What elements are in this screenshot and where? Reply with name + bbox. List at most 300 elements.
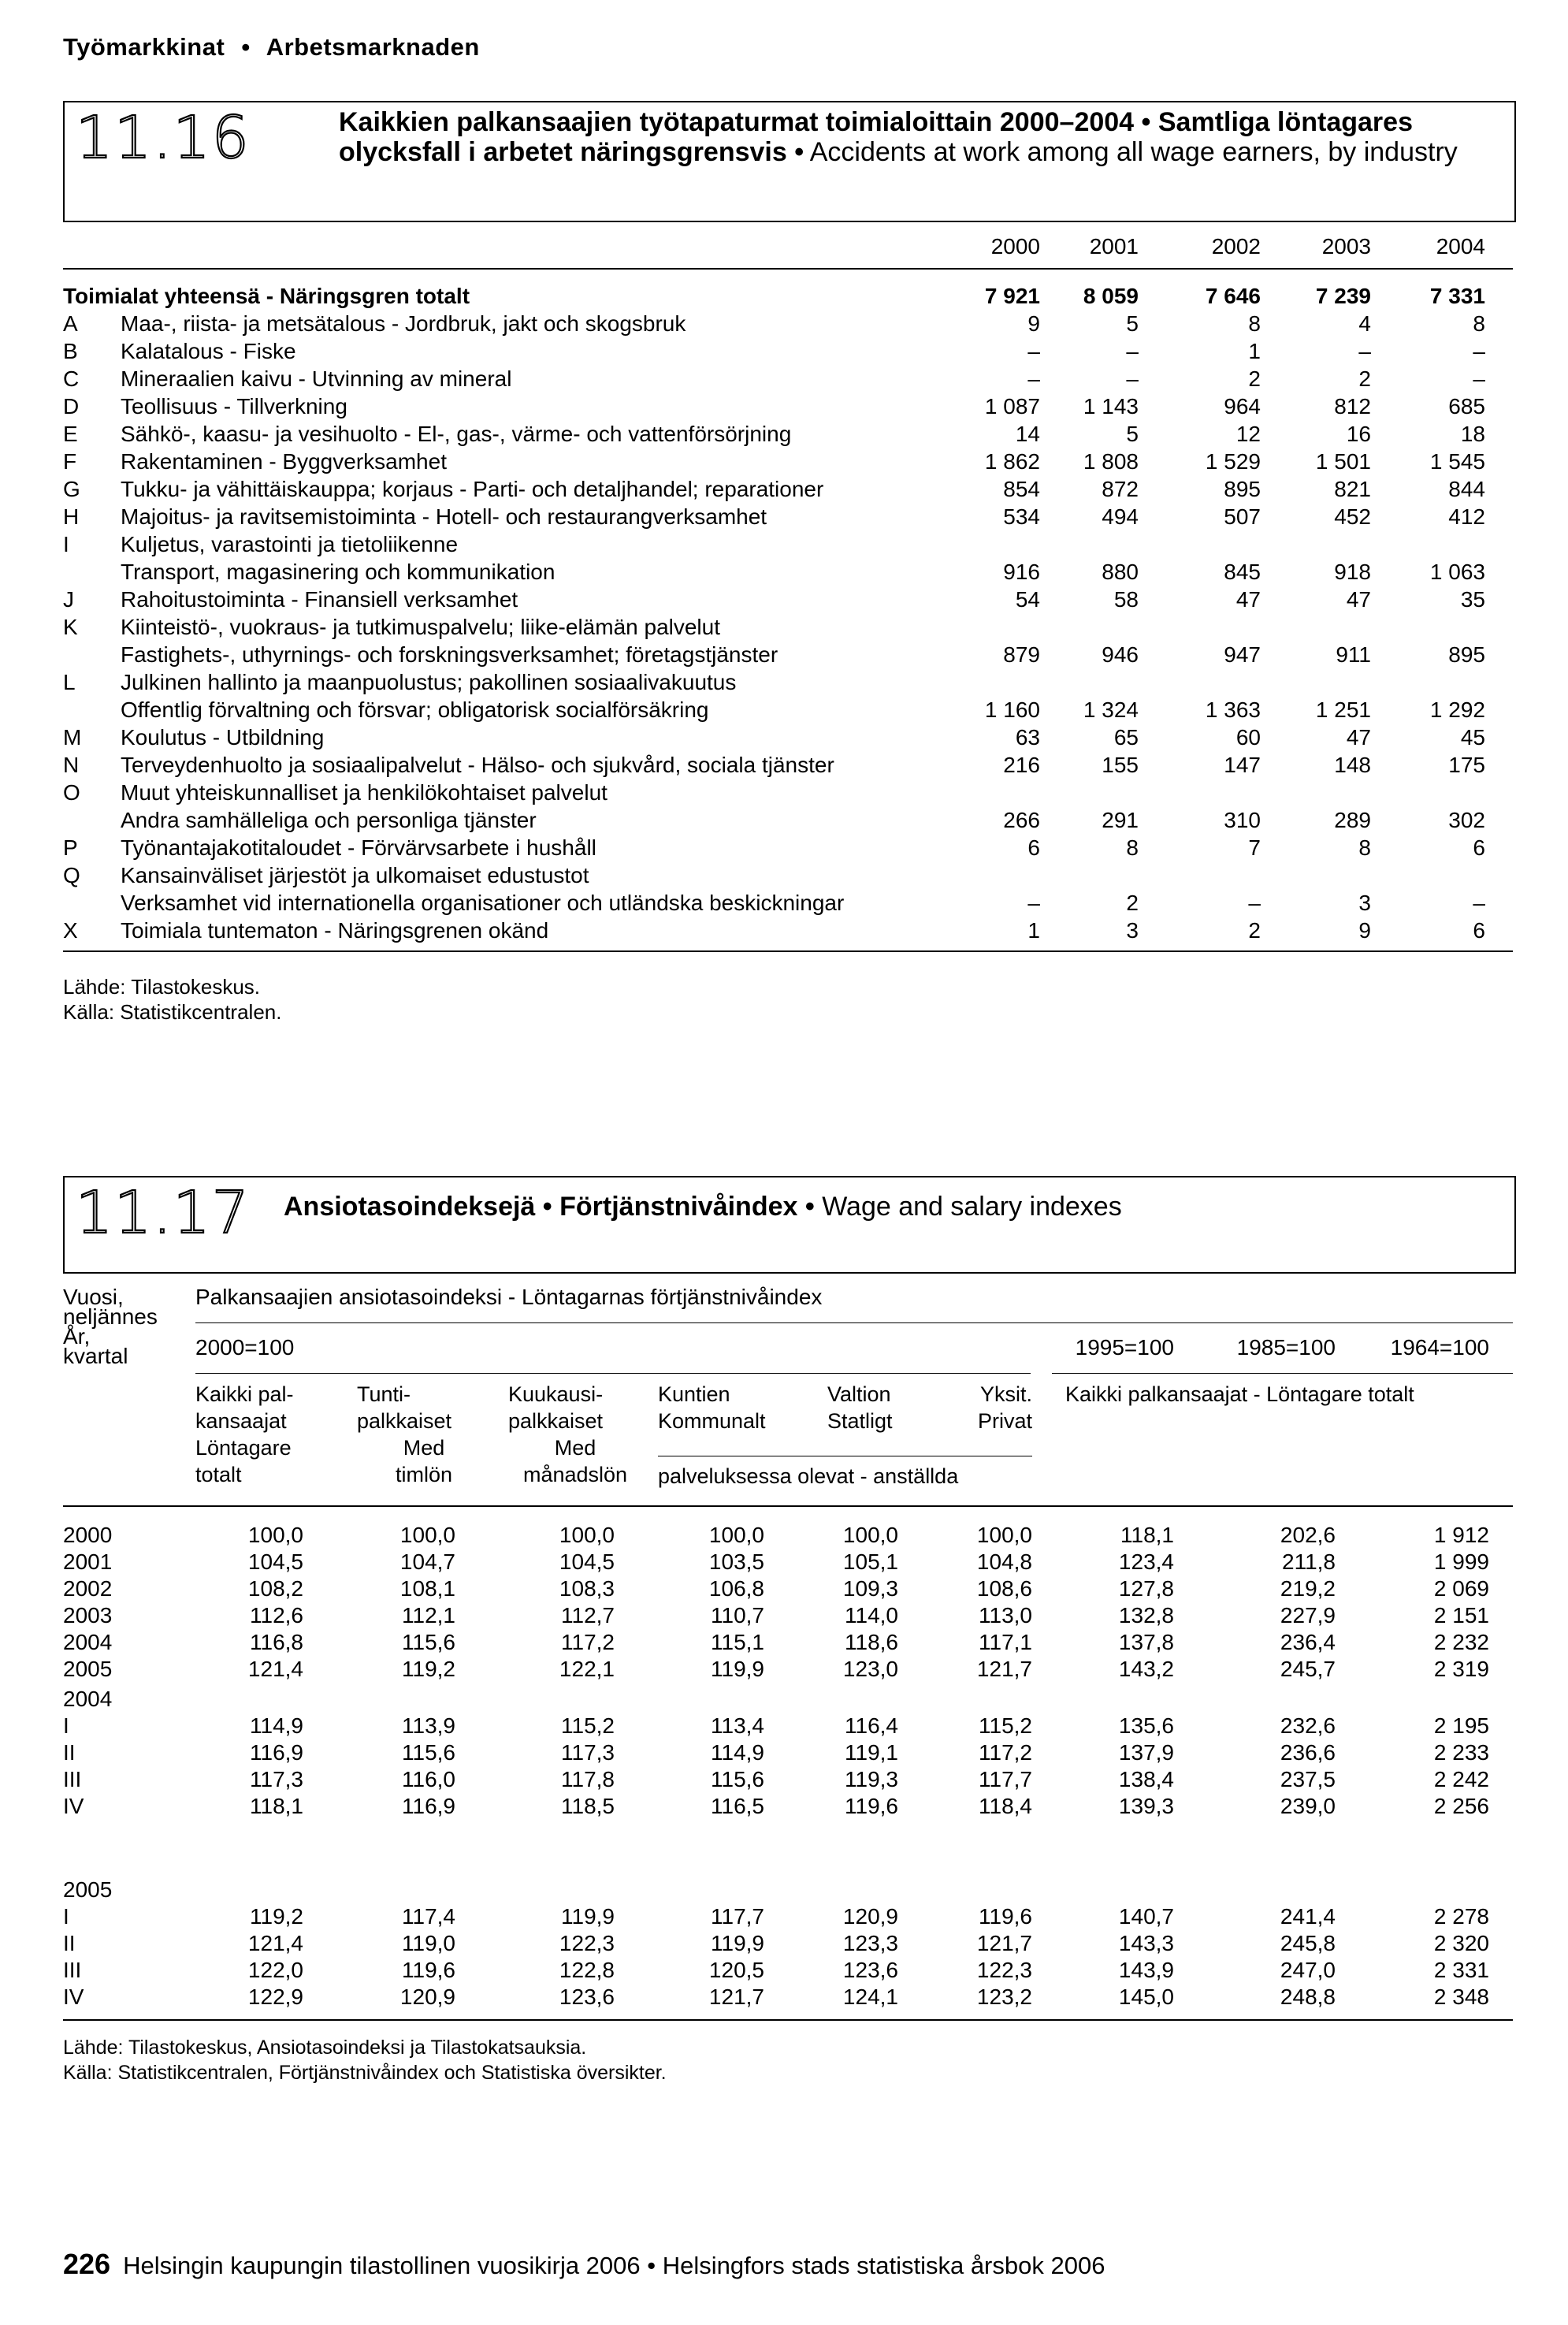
table-cell: 108,2: [247, 1576, 303, 1601]
table-cell: 918: [1334, 560, 1371, 584]
base-rule: [1052, 1373, 1513, 1374]
table-cell: 114,9: [711, 1740, 764, 1765]
table-cell: 16: [1346, 422, 1371, 446]
section-label: 2005: [63, 1877, 113, 1902]
table-cell: 119,6: [979, 1904, 1032, 1929]
row-label: I: [63, 1904, 69, 1929]
table-cell: 237,5: [1280, 1767, 1336, 1791]
industry-code: M: [63, 725, 82, 750]
row-label: 2005: [63, 1657, 113, 1681]
table-cell: 115,2: [979, 1713, 1032, 1738]
table-cell: 2: [1248, 366, 1261, 391]
industry-code: E: [63, 422, 78, 446]
table-cell: 117,2: [979, 1740, 1032, 1765]
table-cell: 117,2: [561, 1630, 615, 1654]
table-cell: 911: [1336, 642, 1371, 667]
table-cell: 9: [1358, 918, 1371, 943]
table-cell: 100,0: [842, 1523, 898, 1547]
industry-code: P: [63, 835, 78, 860]
table-cell: 239,0: [1280, 1794, 1336, 1818]
table-cell: 132,8: [1118, 1603, 1174, 1628]
total-row-value: 7 646: [1205, 284, 1261, 308]
total-row-value: 7 239: [1315, 284, 1371, 308]
table-cell: 845: [1224, 560, 1261, 584]
table-cell: 121,4: [247, 1657, 303, 1681]
table-cell: 895: [1224, 477, 1261, 501]
industry-label: Terveydenhuolto ja sosiaalipalvelut - Hälso- och sjukvård, sociala tjänster: [121, 753, 834, 777]
table-cell: 2 242: [1433, 1767, 1489, 1791]
table-cell: 302: [1448, 808, 1485, 832]
industry-label: Majoitus- ja ravitsemistoiminta - Hotell- och restaurangverksamhet: [121, 504, 767, 529]
table-cell: 248,8: [1280, 1985, 1336, 2009]
table-cell: 1 292: [1429, 698, 1485, 722]
table-cell: 117,3: [561, 1740, 615, 1765]
table-cell: 122,3: [976, 1958, 1032, 1982]
table-cell: 116,9: [402, 1794, 455, 1818]
table-cell: –: [1473, 339, 1485, 363]
table-cell: 119,9: [561, 1904, 615, 1929]
industry-code: B: [63, 339, 78, 363]
table-cell: 2 319: [1433, 1657, 1489, 1681]
table-cell: 113,9: [402, 1713, 455, 1738]
source-note: Lähde: Tilastokeskus.: [63, 975, 261, 999]
table-cell: 113,4: [711, 1713, 764, 1738]
table-cell: 123,0: [842, 1657, 898, 1681]
table-cell: 236,4: [1280, 1630, 1336, 1654]
industry-code: C: [63, 366, 80, 391]
table-cell: 112,1: [402, 1603, 455, 1628]
table-cell: 100,0: [708, 1523, 764, 1547]
stub-header: Vuosi,: [63, 1285, 124, 1309]
industry-label: Koulutus - Utbildning: [121, 725, 325, 750]
table-cell: 5: [1126, 422, 1139, 446]
table-number: 11.17: [76, 1179, 251, 1247]
table-cell: 117,3: [250, 1767, 303, 1791]
base-label: 1995=100: [1075, 1335, 1174, 1360]
table-cell: 8: [1248, 311, 1261, 336]
table-cell: 211,8: [1282, 1549, 1336, 1574]
table-cell: 1 999: [1433, 1549, 1489, 1574]
section-label: 2004: [63, 1687, 113, 1711]
table-cell: 121,7: [976, 1931, 1032, 1955]
industry-code: I: [63, 532, 69, 556]
table-cell: 2 195: [1433, 1713, 1489, 1738]
table-cell: 110,7: [711, 1603, 764, 1628]
column-header: Statligt: [827, 1409, 893, 1433]
industry-label: Rakentaminen - Byggverksamhet: [121, 449, 447, 474]
table-title-en: Wage and salary indexes: [814, 1192, 1122, 1222]
industry-label: Mineraalien kaivu - Utvinning av mineral: [121, 366, 512, 391]
table-cell: 123,6: [842, 1958, 898, 1982]
table-cell: 123,6: [559, 1985, 615, 2009]
industry-code: L: [63, 670, 76, 694]
industry-code: D: [63, 394, 80, 418]
table-cell: 2 069: [1433, 1576, 1489, 1601]
industry-label: Työnantajakotitaloudet - Förvärvsarbete i hushåll: [121, 835, 596, 860]
table-cell: –: [1126, 366, 1139, 391]
industry-label: Tukku- ja vähittäiskauppa; korjaus - Parti- och detaljhandel; reparationer: [121, 477, 824, 501]
stub-header: År,: [63, 1324, 91, 1348]
bottom-rule: [63, 2019, 1513, 2021]
footer-text: Helsingin kaupungin tilastollinen vuosikirja 2006 • Helsingfors stads statistiska årsbok 2006: [123, 2252, 1105, 2279]
base-label: 2000=100: [195, 1335, 295, 1360]
table-cell: 47: [1346, 587, 1371, 612]
industry-code: J: [63, 587, 74, 612]
table-cell: 289: [1334, 808, 1371, 832]
table-cell: 117,1: [979, 1630, 1032, 1654]
table-cell: 119,9: [711, 1931, 764, 1955]
table-cell: 227,9: [1280, 1603, 1336, 1628]
table-cell: 104,8: [976, 1549, 1032, 1574]
table-cell: 121,7: [976, 1657, 1032, 1681]
table-cell: 140,7: [1118, 1904, 1174, 1929]
table-cell: 494: [1102, 504, 1139, 529]
table-cell: 124,1: [842, 1985, 898, 2009]
column-header: Med: [403, 1436, 445, 1460]
table-cell: 108,3: [559, 1576, 615, 1601]
column-header: timlön: [395, 1463, 453, 1486]
table-cell: 108,1: [399, 1576, 455, 1601]
column-header: månadslön: [522, 1463, 628, 1486]
header-separator: •: [241, 33, 251, 61]
table-cell: 119,6: [402, 1958, 455, 1982]
row-label: 2000: [63, 1523, 113, 1547]
table-cell: 104,5: [559, 1549, 615, 1574]
table-cell: 6: [1473, 918, 1485, 943]
sector-note: palveluksessa olevat - anställda: [658, 1464, 959, 1488]
table-cell: 47: [1346, 725, 1371, 750]
row-label: II: [63, 1740, 76, 1765]
table-cell: 100,0: [399, 1523, 455, 1547]
table-cell: 122,3: [559, 1931, 615, 1955]
table-cell: 2 232: [1433, 1630, 1489, 1654]
table-cell: 1 251: [1315, 698, 1371, 722]
table-cell: 100,0: [559, 1523, 615, 1547]
table-cell: 266: [1003, 808, 1040, 832]
header-section-sv: Arbetsmarknaden: [266, 33, 480, 61]
table-cell: 8: [1473, 311, 1485, 336]
table-cell: –: [1358, 339, 1371, 363]
table-cell: 821: [1334, 477, 1371, 501]
table-cell: 844: [1448, 477, 1485, 501]
table-cell: –: [1027, 339, 1040, 363]
table-cell: 5: [1126, 311, 1139, 336]
source-note: Lähde: Tilastokeskus, Ansiotasoindeksi ja Tilastokatsauksia.: [63, 2037, 587, 2059]
table-cell: 175: [1448, 753, 1485, 777]
table-cell: 2: [1358, 366, 1371, 391]
table-cell: 116,9: [250, 1740, 303, 1765]
row-label: 2003: [63, 1603, 113, 1628]
industry-label: Kuljetus, varastointi ja tietoliikenne: [121, 532, 459, 556]
table-cell: 202,6: [1280, 1523, 1336, 1547]
table-cell: 115,6: [711, 1767, 764, 1791]
table-cell: 412: [1448, 504, 1485, 529]
table-cell: 119,6: [845, 1794, 898, 1818]
table-cell: 118,1: [1120, 1523, 1174, 1547]
table-cell: 118,5: [561, 1794, 615, 1818]
table-cell: 812: [1334, 394, 1371, 418]
table-cell: –: [1027, 891, 1040, 915]
table-cell: 105,1: [842, 1549, 898, 1574]
group-rule: [195, 1322, 1513, 1323]
total-row-label: Toimialat yhteensä - Näringsgren totalt: [63, 284, 470, 308]
stub-header: kvartal: [63, 1344, 128, 1368]
row-label: 2004: [63, 1630, 113, 1654]
table-cell: 18: [1460, 422, 1485, 446]
industry-code: F: [63, 449, 77, 474]
table-cell: 121,4: [247, 1931, 303, 1955]
table-cell: 2 151: [1433, 1603, 1489, 1628]
table-cell: 122,8: [559, 1958, 615, 1982]
table-cell: 119,9: [711, 1657, 764, 1681]
table-cell: 143,3: [1118, 1931, 1174, 1955]
table-cell: 108,6: [976, 1576, 1032, 1601]
column-header-year: 2003: [1321, 234, 1371, 259]
table-cell: 143,2: [1118, 1657, 1174, 1681]
table-cell: 6: [1027, 835, 1040, 860]
column-header-year: 2002: [1211, 234, 1261, 259]
table-cell: 100,0: [247, 1523, 303, 1547]
industry-code: O: [63, 780, 80, 805]
table-cell: 123,2: [976, 1985, 1032, 2009]
table-cell: 2 278: [1433, 1904, 1489, 1929]
column-header: Yksit.: [979, 1382, 1032, 1406]
table-cell: –: [1248, 891, 1261, 915]
table-cell: 54: [1015, 587, 1040, 612]
table-cell: 118,6: [845, 1630, 898, 1654]
column-header: palkkaiset: [357, 1409, 452, 1433]
industry-label: Toimiala tuntematon - Näringsgrenen okänd: [121, 918, 549, 943]
table-cell: 1 529: [1205, 449, 1261, 474]
table-cell: 1 912: [1433, 1523, 1489, 1547]
table-title: [284, 1192, 1497, 1222]
table-cell: 58: [1113, 587, 1139, 612]
table-cell: 854: [1003, 477, 1040, 501]
table-cell: 117,7: [979, 1767, 1032, 1791]
table-cell: –: [1027, 366, 1040, 391]
table-cell: 65: [1113, 725, 1139, 750]
row-label: IV: [63, 1794, 84, 1818]
industry-label: Andra samhälleliga och personliga tjänster: [121, 808, 537, 832]
industry-label: Transport, magasinering och kommunikation: [121, 560, 555, 584]
table-cell: 1: [1248, 339, 1261, 363]
table-cell: 120,9: [842, 1904, 898, 1929]
table-cell: 14: [1015, 422, 1040, 446]
table-cell: 103,5: [708, 1549, 764, 1574]
table-cell: 35: [1460, 587, 1485, 612]
row-label: III: [63, 1958, 82, 1982]
table-cell: 1: [1027, 918, 1040, 943]
table-cell: 452: [1334, 504, 1371, 529]
table-cell: 2 320: [1433, 1931, 1489, 1955]
table-cell: 137,8: [1118, 1630, 1174, 1654]
table-cell: 1 501: [1315, 449, 1371, 474]
table-cell: 118,4: [979, 1794, 1032, 1818]
table-cell: 879: [1003, 642, 1040, 667]
table-cell: –: [1126, 339, 1139, 363]
table-cell: 247,0: [1280, 1958, 1336, 1982]
table-cell: 116,8: [250, 1630, 303, 1654]
table-cell: 123,4: [1118, 1549, 1174, 1574]
table-title: [339, 107, 1505, 167]
table-cell: 122,9: [247, 1985, 303, 2009]
table-cell: 1 143: [1083, 394, 1139, 418]
row-label: I: [63, 1713, 69, 1738]
row-label: 2002: [63, 1576, 113, 1601]
total-row-value: 8 059: [1083, 284, 1139, 308]
table-cell: 2: [1126, 891, 1139, 915]
industry-label: Kiinteistö-, vuokraus- ja tutkimuspalvelu; liike-elämän palvelut: [121, 615, 721, 639]
table-11-17-title-box: [63, 1176, 1516, 1274]
industry-code: X: [63, 918, 78, 943]
table-cell: 137,9: [1118, 1740, 1174, 1765]
header-rule: [63, 1505, 1513, 1507]
table-cell: 143,9: [1118, 1958, 1174, 1982]
table-cell: 114,9: [250, 1713, 303, 1738]
table-cell: 8: [1126, 835, 1139, 860]
table-cell: 245,8: [1280, 1931, 1336, 1955]
table-cell: 45: [1460, 725, 1485, 750]
table-cell: 12: [1235, 422, 1261, 446]
column-header: totalt: [195, 1463, 242, 1486]
table-cell: 116,4: [845, 1713, 898, 1738]
table-cell: 122,0: [247, 1958, 303, 1982]
table-cell: 148: [1334, 753, 1371, 777]
column-header: Kuntien: [658, 1382, 730, 1406]
table-cell: 113,0: [979, 1603, 1032, 1628]
group-header: Palkansaajien ansiotasoindeksi - Löntagarnas förtjänstnivåindex: [195, 1285, 823, 1309]
table-cell: 109,3: [842, 1576, 898, 1601]
table-cell: 534: [1003, 504, 1040, 529]
table-title-bold: Ansiotasoindeksejä • Förtjänstnivåindex •: [284, 1192, 815, 1222]
industry-label: Rahoitustoiminta - Finansiell verksamhet: [121, 587, 518, 612]
table-cell: 115,1: [711, 1630, 764, 1654]
table-cell: 964: [1224, 394, 1261, 418]
table-cell: 118,1: [250, 1794, 303, 1818]
table-cell: 216: [1003, 753, 1040, 777]
table-cell: 147: [1224, 753, 1261, 777]
table-cell: 3: [1358, 891, 1371, 915]
industry-label: Verksamhet vid internationella organisationer och utländska beskickningar: [121, 891, 845, 915]
source-note: Källa: Statistikcentralen, Förtjänstnivåindex och Statistiska översikter.: [63, 2062, 667, 2084]
industry-label: Kansainväliset järjestöt ja ulkomaiset edustustot: [121, 863, 589, 887]
table-cell: 880: [1102, 560, 1139, 584]
table-cell: 1 063: [1429, 560, 1485, 584]
table-cell: 119,1: [845, 1740, 898, 1765]
industry-label: Offentlig förvaltning och försvar; obligatorisk socialförsäkring: [121, 698, 709, 722]
industry-code: G: [63, 477, 80, 501]
table-cell: 63: [1015, 725, 1040, 750]
table-cell: 100,0: [976, 1523, 1032, 1547]
table-cell: –: [1473, 366, 1485, 391]
table-cell: 236,6: [1280, 1740, 1336, 1765]
industry-label: Fastighets-, uthyrnings- och forskningsverksamhet; företagstjänster: [121, 642, 778, 667]
table-cell: 120,9: [399, 1985, 455, 2009]
table-cell: 135,6: [1118, 1713, 1174, 1738]
table-cell: 507: [1224, 504, 1261, 529]
table-cell: 104,7: [399, 1549, 455, 1574]
column-header: Tunti-: [357, 1382, 411, 1406]
table-cell: 1 808: [1083, 449, 1139, 474]
table-cell: 117,8: [561, 1767, 615, 1791]
table-title-bold: Kaikkien palkansaajien työtapaturmat toimialoittain 2000–2004 • Samtliga löntagares olycksfall i arbetet näringsgrensvis •: [339, 107, 1413, 167]
table-cell: 123,3: [842, 1931, 898, 1955]
table-cell: 116,5: [711, 1794, 764, 1818]
industry-code: Q: [63, 863, 80, 887]
table-cell: 112,7: [561, 1603, 615, 1628]
industry-code: H: [63, 504, 80, 529]
industry-code: K: [63, 615, 78, 639]
table-cell: 2 331: [1433, 1958, 1489, 1982]
table-cell: 119,2: [250, 1904, 303, 1929]
column-header: Kaikki pal-: [195, 1382, 294, 1406]
table-cell: 895: [1448, 642, 1485, 667]
total-column-header: Kaikki palkansaajat - Löntagare totalt: [1065, 1382, 1414, 1406]
page-header: [63, 33, 480, 61]
table-title-en: Accidents at work among all wage earners, by industry: [804, 137, 1458, 167]
table-cell: 245,7: [1280, 1657, 1336, 1681]
table-cell: 4: [1358, 311, 1371, 336]
table-cell: 115,2: [561, 1713, 615, 1738]
base-label: 1964=100: [1390, 1335, 1489, 1360]
column-header: Kommunalt: [658, 1409, 766, 1433]
table-cell: 106,8: [708, 1576, 764, 1601]
column-header-year: 2000: [990, 234, 1040, 259]
table-11-16-title-box: [63, 101, 1516, 222]
page-footer: [63, 2248, 1105, 2281]
column-header: Valtion: [827, 1382, 891, 1406]
table-cell: 122,1: [559, 1657, 615, 1681]
table-cell: 232,6: [1280, 1713, 1336, 1738]
header-rule: [63, 268, 1513, 270]
table-cell: 2: [1248, 918, 1261, 943]
table-cell: 116,0: [402, 1767, 455, 1791]
table-cell: 2 233: [1433, 1740, 1489, 1765]
column-header: kansaajat: [195, 1409, 287, 1433]
column-header: Med: [554, 1436, 596, 1460]
table-cell: 241,4: [1280, 1904, 1336, 1929]
table-cell: 872: [1102, 477, 1139, 501]
industry-label: Julkinen hallinto ja maanpuolustus; pakollinen sosiaalivakuutus: [121, 670, 737, 694]
column-header-year: 2001: [1089, 234, 1139, 259]
table-cell: 119,2: [402, 1657, 455, 1681]
total-row-value: 7 331: [1429, 284, 1485, 308]
table-number: 11.16: [76, 104, 251, 172]
table-cell: 916: [1003, 560, 1040, 584]
base-rule: [195, 1373, 1031, 1374]
table-cell: 127,8: [1118, 1576, 1174, 1601]
table-cell: 1 160: [984, 698, 1040, 722]
row-label: II: [63, 1931, 76, 1955]
table-cell: 1 545: [1429, 449, 1485, 474]
table-cell: 114,0: [845, 1603, 898, 1628]
bottom-rule: [63, 950, 1513, 952]
industry-label: Maa-, riista- ja metsätalous - Jordbruk, jakt och skogsbruk: [121, 311, 686, 336]
table-cell: 119,3: [845, 1767, 898, 1791]
column-header-year: 2004: [1436, 234, 1485, 259]
source-note: Källa: Statistikcentralen.: [63, 1000, 282, 1024]
industry-label: Teollisuus - Tillverkning: [121, 394, 347, 418]
base-label: 1985=100: [1236, 1335, 1336, 1360]
table-cell: 6: [1473, 835, 1485, 860]
table-cell: 7: [1248, 835, 1261, 860]
table-cell: 946: [1102, 642, 1139, 667]
table-cell: 9: [1027, 311, 1040, 336]
column-header: Kuukausi-: [508, 1382, 604, 1406]
industry-label: Sähkö-, kaasu- ja vesihuolto - El-, gas-, värme- och vattenförsörjning: [121, 422, 792, 446]
table-cell: 145,0: [1118, 1985, 1174, 2009]
industry-code: N: [63, 753, 80, 777]
